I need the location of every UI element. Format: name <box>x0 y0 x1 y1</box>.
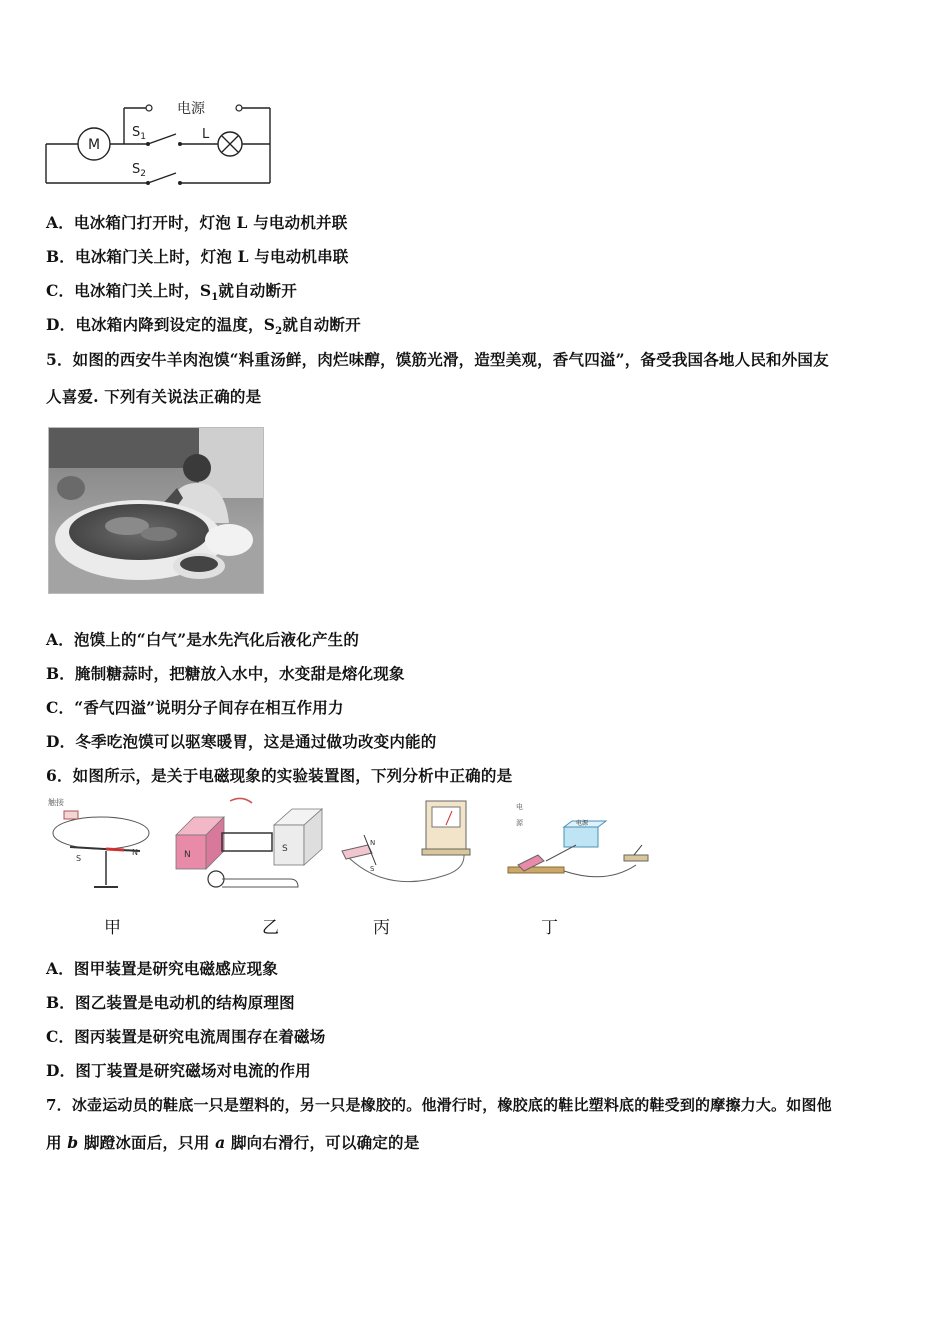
s2-label: S <box>132 162 141 177</box>
figure-label-ding: 丁 <box>541 918 558 938</box>
q7-stem-line2-mid: 脚蹬冰面后，只用 <box>78 1133 216 1152</box>
q6-option-d: D．图丁装置是研究磁场对电流的作用 <box>46 1061 311 1080</box>
q4-option-d-text: D．电冰箱内降到设定的温度，S <box>46 315 276 334</box>
s2-subscript: 2 <box>140 169 146 179</box>
q7-stem-line2 <box>46 1131 419 1153</box>
q4-option-c-sub: 1 <box>211 292 219 304</box>
bing-s-label: S <box>370 865 375 873</box>
q6-option-c: C．图丙装置是研究电流周围存在着磁场 <box>46 1027 326 1046</box>
svg-text:S1 <box>132 125 146 142</box>
q7-var-a: a <box>215 1133 226 1152</box>
s1-subscript: 1 <box>140 132 146 142</box>
q6-option-b: B．图乙装置是电动机的结构原理图 <box>46 993 295 1012</box>
jia-n-label: N <box>132 848 138 857</box>
jia-top-label: 触接 <box>48 798 64 807</box>
q4-option-c-text: C．电冰箱门关上时，S <box>46 281 212 300</box>
q5-option-d: D．冬季吃泡馍可以驱寒暖胃，这是通过做功改变内能的 <box>46 732 437 751</box>
q4-option-d <box>46 313 361 337</box>
power-label: 电源 <box>177 101 205 117</box>
q6-stem: 6．如图所示，是关于电磁现象的实验装置图，下列分析中正确的是 <box>46 766 513 785</box>
figure-bing <box>342 801 470 882</box>
figure-yi <box>176 798 322 887</box>
q5-option-c: C．“香气四溢”说明分子间存在相互作用力 <box>46 698 344 717</box>
jia-s-label: S <box>76 854 82 863</box>
lamp-label: L <box>202 127 210 142</box>
q7-stem-line2-post: 脚向右滑行，可以确定的是 <box>225 1133 420 1152</box>
q4-option-a: A．电冰箱门打开时，灯泡 L 与电动机并联 <box>46 213 348 232</box>
figure-label-bing: 丙 <box>373 918 390 938</box>
q5-option-b: B．腌制糖蒜时，把糖放入水中，水变甜是熔化现象 <box>46 664 405 683</box>
q6-option-a: A．图甲装置是研究电磁感应现象 <box>46 959 279 978</box>
q7-stem-line2-pre: 用 <box>46 1133 68 1152</box>
figure-label-jia: 甲 <box>104 918 121 938</box>
figure-ding <box>508 802 648 877</box>
q4-option-b: B．电冰箱门关上时，灯泡 L 与电动机串联 <box>46 247 349 266</box>
bing-n-label: N <box>370 839 376 847</box>
q4-option-d-post: 就自动断开 <box>282 315 361 334</box>
circuit-diagram <box>40 96 280 191</box>
q5-stem-line2: 人喜爱. 下列有关说法正确的是 <box>46 387 262 406</box>
q5-stem-line1: 5．如图的西安牛羊肉泡馍“料重汤鲜，肉烂味醇，馍筋光滑，造型美观，香气四溢”，备受我国各地人民和外国友 <box>46 350 829 369</box>
electromagnetism-apparatus-figures <box>46 795 666 905</box>
svg-text:S2 <box>132 162 146 179</box>
yi-s-label: S <box>282 844 288 854</box>
paomo-photo <box>48 427 264 594</box>
ding-power-label: 电源 <box>576 820 589 827</box>
q5-option-a: A．泡馍上的“白气”是水先汽化后液化产生的 <box>46 630 360 649</box>
figure-jia <box>48 797 149 887</box>
q7-stem-line1: 7．冰壶运动员的鞋底一只是塑料的，另一只是橡胶的。他滑行时，橡胶底的鞋比塑料底的鞋受到的摩擦力大。如图他 <box>46 1096 832 1114</box>
q4-option-d-sub: 2 <box>275 326 283 338</box>
figure-label-yi: 乙 <box>262 918 279 938</box>
q7-var-b: b <box>67 1133 79 1152</box>
ding-top-label-2: 源 <box>516 819 523 827</box>
ding-top-label-1: 电 <box>516 803 523 811</box>
s1-label: S <box>132 125 141 140</box>
motor-label: M <box>87 137 101 153</box>
q4-option-c-post: 就自动断开 <box>218 281 297 300</box>
q4-option-c <box>46 279 297 303</box>
yi-n-label: N <box>184 850 191 860</box>
